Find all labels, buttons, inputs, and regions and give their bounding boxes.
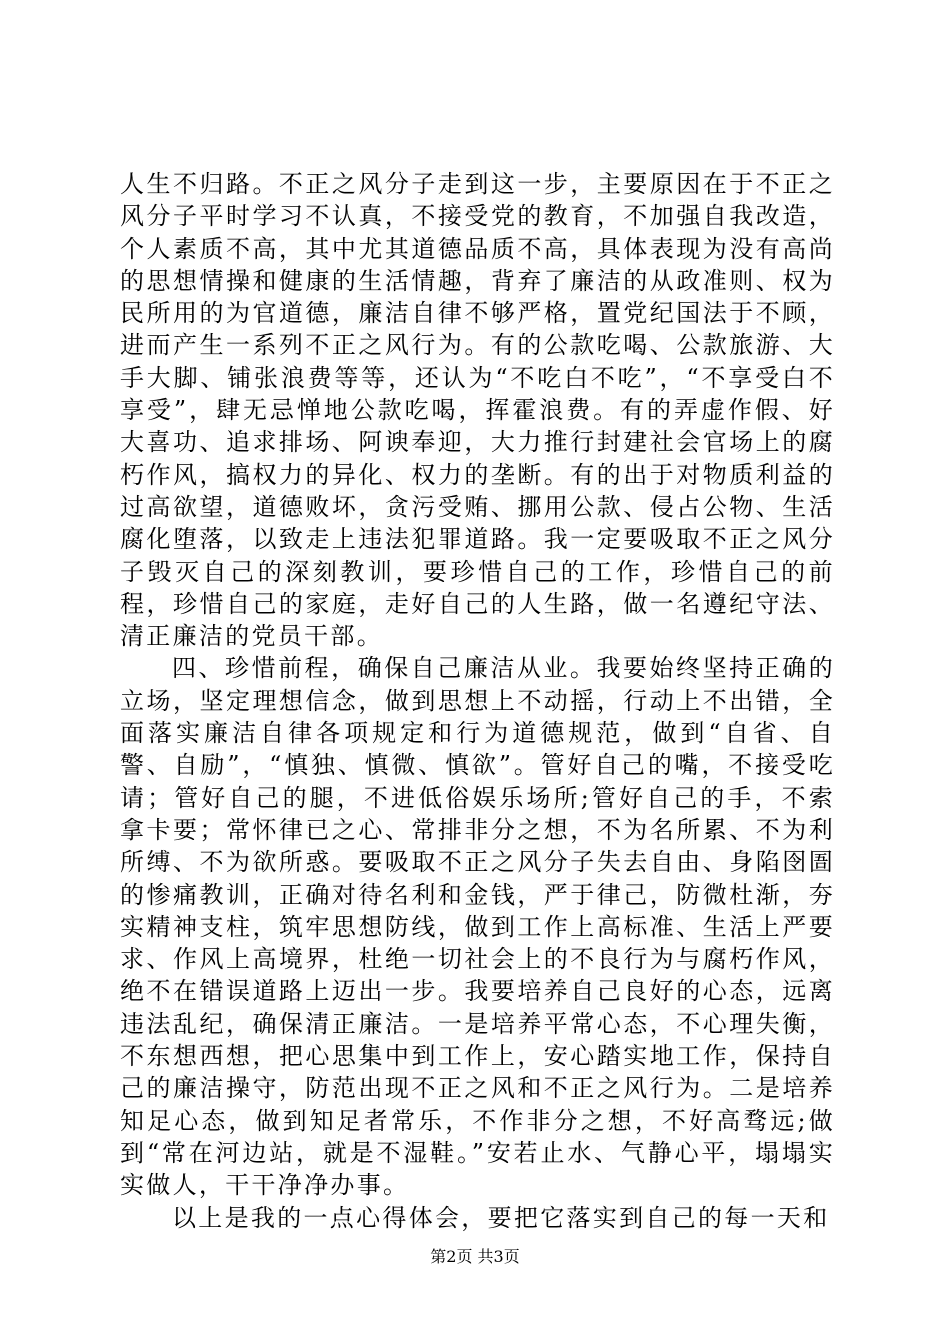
paragraph-3: 以上是我的一点心得体会，要把它落实到自己的每一天和 (172, 1203, 830, 1232)
document-body (120, 168, 835, 1234)
paragraph-2: 四、珍惜前程，确保自己廉洁从业。我要始终坚持正确的立场，坚定理想信念，做到思想上不动摇，行动上不出错，全面落实廉洁自律各项规定和行为道德规范，做到“自省、自警、自励”，“慎独、慎微、慎欲”。管好自己的嘴，不接受吃请；管好自己的腿，不进低俗娱乐场所;管好自己的手，不索拿卡要；常怀律已之心、常排非分之想，不为名所累、不为利所缚、不为欲所惑。要吸取不正之风分子失去自由、身陷囹圄的惨痛教训，正确对待名利和金钱，严于律己，防微杜渐，夯实精神支柱，筑牢思想防线，做到工作上高标准、生活上严要求、作风上高境界，杜绝一切社会上的不良行为与腐朽作风，绝不在错误道路上迈出一步。我要培养自己良好的心态，远离违法乱纪，确保清正廉洁。一是培养平常心态，不心理失衡，不东想西想，把心思集中到工作上，安心踏实地工作，保持自己的廉洁操守，防范出现不正之风和不正之风行为。二是培养知足心态，做到知足者常乐，不作非分之想，不好高骛远;做到“常在河边站，就是不湿鞋。”安若止水、气静心平，塌塌实实做人，干干净净办事。 (120, 654, 835, 1200)
paragraph-1: 人生不归路。不正之风分子走到这一步，主要原因在于不正之风分子平时学习不认真，不接受党的教育，不加强自我改造，个人素质不高，其中尤其道德品质不高，具体表现为没有高尚的思想情操和健康的生活情趣，背弃了廉洁的从政准则、权为民所用的为官道德，廉洁自律不够严格，置党纪国法于不顾，进而产生一系列不正之风行为。有的公款吃喝、公款旅游、大手大脚、铺张浪费等等，还认为“不吃白不吃”，“不享受白不享受”，肆无忌惮地公款吃喝，挥霍浪费。有的弄虚作假、好大喜功、追求排场、阿谀奉迎，大力推行封建社会官场上的腐朽作风，搞权力的异化、权力的垄断。有的出于对物质利益的过高欲望，道德败坏，贪污受贿、挪用公款、侵占公物、生活腐化堕落，以致走上违法犯罪道路。我一定要吸取不正之风分子毁灭自己的深刻教训，要珍惜自己的工作，珍惜自己的前程，珍惜自己的家庭，走好自己的人生路，做一名遵纪守法、清正廉洁的党员干部。 (120, 170, 835, 651)
page-footer: 第2页 共3页 (430, 1247, 520, 1266)
